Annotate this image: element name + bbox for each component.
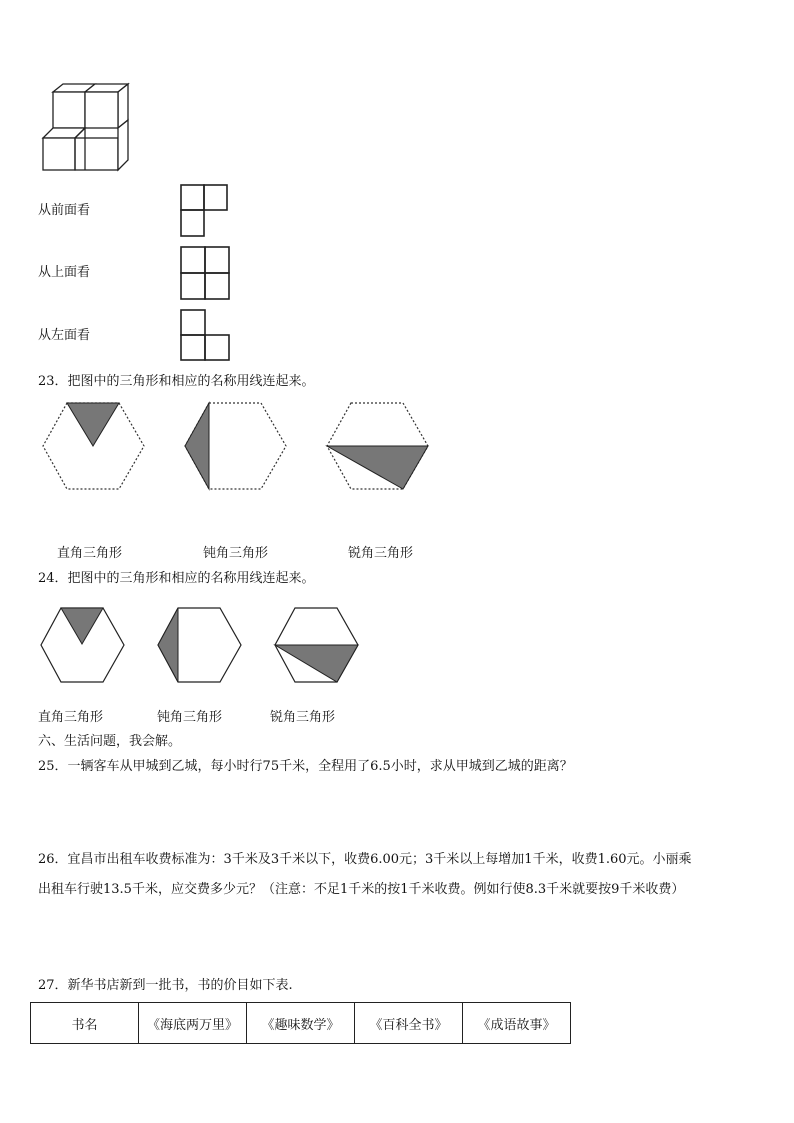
view-label-left: 从左面看 [38, 328, 91, 343]
view-label-top: 从上面看 [38, 265, 91, 280]
hexagon-obtuse-triangle-24 [157, 607, 243, 685]
hexagon-acute-triangle-23 [326, 402, 430, 492]
hexagon-obtuse-triangle-23 [184, 402, 288, 492]
section-6-heading: 六、生活问题，我会解。 [38, 734, 182, 749]
table-cell-book: 《海底两万里》 [139, 1003, 247, 1044]
table-cell-book: 《成语故事》 [463, 1003, 571, 1044]
table-cell-book: 《百科全书》 [355, 1003, 463, 1044]
q24-label-acute: 锐角三角形 [270, 710, 336, 725]
book-price-table [30, 1002, 571, 1044]
q23-label-acute: 锐角三角形 [348, 546, 414, 561]
hexagon-right-triangle-24 [40, 607, 126, 685]
question-25-text: 25．一辆客车从甲城到乙城，每小时行75千米，全程用了6.5小时，求从甲城到乙城的距离？ [38, 759, 573, 774]
question-23-text: 23．把图中的三角形和相应的名称用线连起来。 [38, 374, 315, 389]
cube-solid-figure [38, 80, 133, 175]
table-row [31, 1003, 571, 1044]
front-view-figure [180, 184, 230, 239]
left-view-figure [180, 309, 232, 363]
hexagon-right-triangle-23 [42, 402, 146, 492]
table-cell-book: 《趣味数学》 [247, 1003, 355, 1044]
q24-label-obtuse: 钝角三角形 [157, 710, 223, 725]
question-26-line-1: 26．宜昌市出租车收费标准为：3千米及3千米以下，收费6.00元；3千米以上每增加1千米，收费1.60元。小丽乘 [38, 852, 692, 867]
question-26-line-2: 出租车行驶13.5千米，应交费多少元？（注意：不足1千米的按1千米收费。例如行使8.3千米就要按9千米收费） [38, 882, 685, 897]
q24-label-right: 直角三角形 [38, 710, 104, 725]
q23-label-obtuse: 钝角三角形 [203, 546, 269, 561]
table-header-book-name: 书名 [31, 1003, 139, 1044]
question-27-text: 27．新华书店新到一批书，书的价目如下表. [38, 978, 293, 993]
view-label-front: 从前面看 [38, 203, 91, 218]
question-24-text: 24．把图中的三角形和相应的名称用线连起来。 [38, 571, 315, 586]
hexagon-acute-triangle-24 [274, 607, 360, 685]
top-view-figure [180, 246, 232, 302]
q23-label-right: 直角三角形 [57, 546, 123, 561]
